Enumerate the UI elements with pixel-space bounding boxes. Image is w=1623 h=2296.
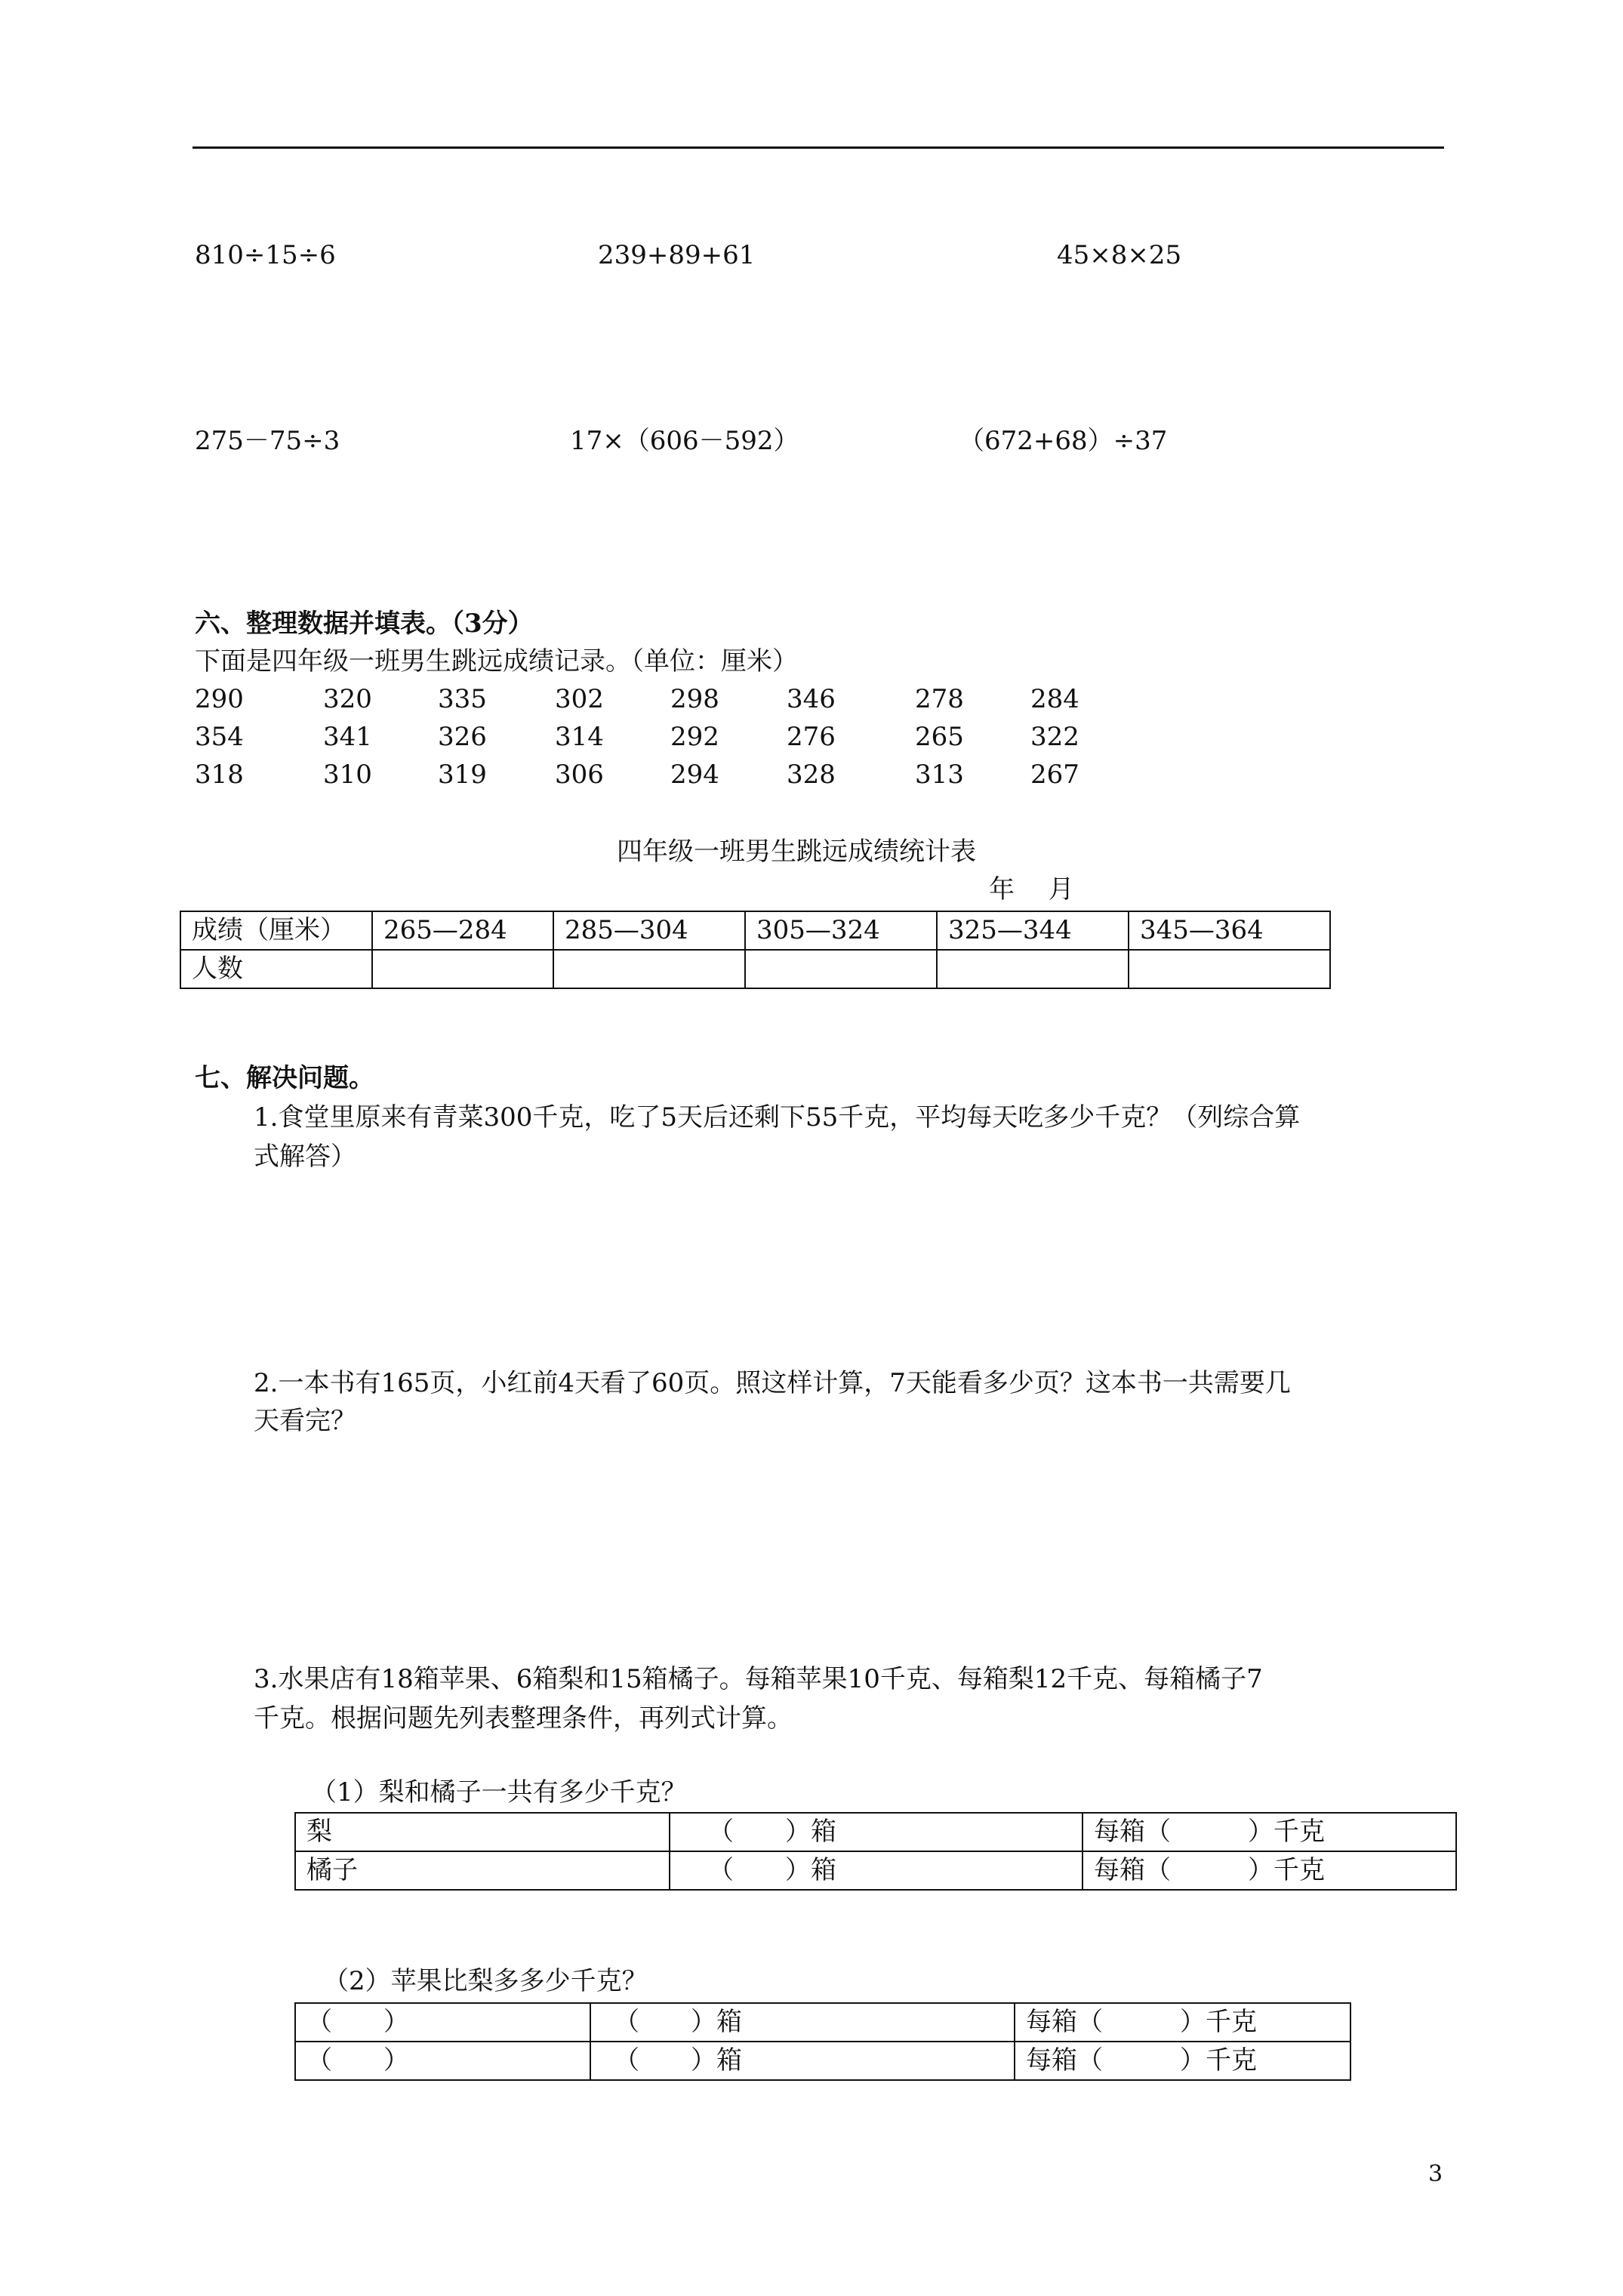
data-value: 322 bbox=[1030, 722, 1079, 752]
section6-heading: 六、整理数据并填表。（3分） bbox=[195, 609, 534, 639]
data-value: 318 bbox=[195, 760, 244, 790]
question-3-line2: 千克。根据问题先列表整理条件，再列式计算。 bbox=[254, 1703, 793, 1734]
header-rule bbox=[192, 146, 1444, 149]
data-value: 294 bbox=[670, 760, 719, 790]
question-2-line2: 天看完？ bbox=[254, 1406, 356, 1436]
table-cell: 橘子 bbox=[295, 1851, 670, 1890]
page-number: 3 bbox=[1428, 2161, 1443, 2187]
question-1-line1: 1.食堂里原来有青菜300千克，吃了5天后还剩下55千克，平均每天吃多少千克？（列综合算 bbox=[254, 1102, 1301, 1133]
calc-1-1: 810÷15÷6 bbox=[195, 240, 336, 270]
table-cell: 285—304 bbox=[553, 911, 745, 950]
table-row bbox=[295, 1813, 1456, 1851]
table-cell: 每箱（ ）千克 bbox=[1083, 1813, 1456, 1851]
data-value: 354 bbox=[195, 722, 244, 752]
data-value: 313 bbox=[915, 760, 964, 790]
data-value: 278 bbox=[915, 684, 964, 714]
table-cell: （ ）箱 bbox=[590, 2003, 1015, 2042]
data-value: 276 bbox=[787, 722, 836, 752]
table-cell: 每箱（ ）千克 bbox=[1083, 1851, 1456, 1890]
sub-question-2: （2）苹果比梨多多少千克？ bbox=[323, 1966, 648, 1996]
table-cell: （ ）箱 bbox=[670, 1813, 1083, 1851]
table-cell: （ ） bbox=[295, 2003, 590, 2042]
question-1-line2: 式解答） bbox=[254, 1142, 356, 1172]
table-cell: 265—284 bbox=[372, 911, 553, 950]
data-value: 306 bbox=[555, 760, 604, 790]
data-value: 346 bbox=[787, 684, 836, 714]
table-row bbox=[180, 950, 1330, 988]
table-cell[interactable] bbox=[1129, 950, 1330, 988]
data-value: 292 bbox=[670, 722, 719, 752]
data-value: 341 bbox=[323, 722, 372, 752]
table-cell[interactable] bbox=[937, 950, 1129, 988]
data-value: 298 bbox=[670, 684, 719, 714]
section6-intro: 下面是四年级一班男生跳远成绩记录。（单位：厘米） bbox=[195, 646, 798, 676]
sub-question-1: （1）梨和橘子一共有多少千克？ bbox=[311, 1777, 687, 1808]
table-cell[interactable] bbox=[372, 950, 553, 988]
data-value: 290 bbox=[195, 684, 244, 714]
data-value: 328 bbox=[787, 760, 836, 790]
condition-table-1 bbox=[294, 1812, 1457, 1891]
table-cell: 325—344 bbox=[937, 911, 1129, 950]
data-value: 320 bbox=[323, 684, 372, 714]
table-row bbox=[295, 1851, 1456, 1890]
table-row bbox=[180, 911, 1330, 950]
table-cell: （ ）箱 bbox=[590, 2042, 1015, 2080]
stats-table-date: 年 月 bbox=[989, 874, 1074, 905]
table-cell: 每箱（ ）千克 bbox=[1015, 2042, 1350, 2080]
calc-2-1: 275－75÷3 bbox=[195, 426, 340, 456]
data-value: 267 bbox=[1030, 760, 1079, 790]
stats-table bbox=[180, 911, 1331, 989]
table-cell: （ ） bbox=[295, 2042, 590, 2080]
table-cell: 人数 bbox=[180, 950, 372, 988]
data-value: 302 bbox=[555, 684, 604, 714]
data-value: 319 bbox=[438, 760, 487, 790]
stats-table-title: 四年级一班男生跳远成绩统计表 bbox=[617, 837, 976, 867]
question-2-line1: 2.一本书有165页，小红前4天看了60页。照这样计算，7天能看多少页？这本书一共需要几 bbox=[254, 1368, 1291, 1398]
data-value: 314 bbox=[555, 722, 604, 752]
condition-table-2 bbox=[294, 2002, 1351, 2081]
data-value: 265 bbox=[915, 722, 964, 752]
calc-1-3: 45×8×25 bbox=[1057, 240, 1182, 270]
table-cell: 305—324 bbox=[745, 911, 937, 950]
calc-2-3: （672+68）÷37 bbox=[959, 426, 1168, 456]
table-row bbox=[295, 2003, 1350, 2042]
data-value: 326 bbox=[438, 722, 487, 752]
table-cell: 成绩（厘米） bbox=[180, 911, 372, 950]
table-cell[interactable] bbox=[745, 950, 937, 988]
data-value: 335 bbox=[438, 684, 487, 714]
question-3-line1: 3.水果店有18箱苹果、6箱梨和15箱橘子。每箱苹果10千克、每箱梨12千克、每箱橘子7 bbox=[254, 1664, 1263, 1694]
table-row bbox=[295, 2042, 1350, 2080]
section7-heading: 七、解决问题。 bbox=[195, 1063, 374, 1093]
table-cell: （ ）箱 bbox=[670, 1851, 1083, 1890]
table-cell[interactable] bbox=[553, 950, 745, 988]
calc-2-2: 17×（606－592） bbox=[570, 426, 799, 456]
table-cell: 345—364 bbox=[1129, 911, 1330, 950]
table-cell: 每箱（ ）千克 bbox=[1015, 2003, 1350, 2042]
data-value: 310 bbox=[323, 760, 372, 790]
calc-1-2: 239+89+61 bbox=[598, 240, 756, 270]
data-value: 284 bbox=[1030, 684, 1079, 714]
table-cell: 梨 bbox=[295, 1813, 670, 1851]
